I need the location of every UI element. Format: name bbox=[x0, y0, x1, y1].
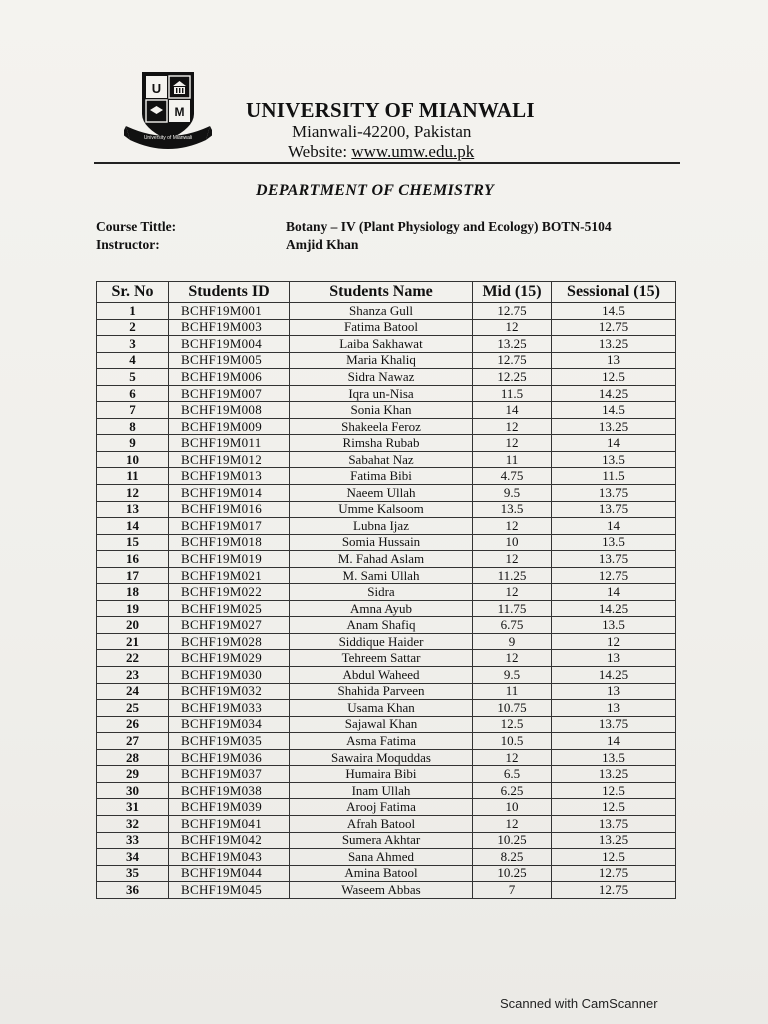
student-id-cell: BCHF19M011 bbox=[169, 435, 290, 452]
student-name-cell: Sidra Nawaz bbox=[290, 369, 473, 386]
sessional-score-cell: 14.25 bbox=[552, 667, 676, 684]
student-name-cell: Amina Batool bbox=[290, 865, 473, 882]
student-id-cell: BCHF19M005 bbox=[169, 352, 290, 369]
sr-no-cell: 15 bbox=[97, 534, 169, 551]
student-id-cell: BCHF19M033 bbox=[169, 700, 290, 717]
student-id-cell: BCHF19M016 bbox=[169, 501, 290, 518]
student-id-cell: BCHF19M038 bbox=[169, 782, 290, 799]
sessional-score-cell: 13.75 bbox=[552, 551, 676, 568]
student-name-cell: Lubna Ijaz bbox=[290, 518, 473, 535]
mid-score-cell: 12 bbox=[473, 749, 552, 766]
sr-no-cell: 30 bbox=[97, 782, 169, 799]
student-id-cell: BCHF19M019 bbox=[169, 551, 290, 568]
header-mid: Mid (15) bbox=[473, 282, 552, 303]
student-id-cell: BCHF19M029 bbox=[169, 650, 290, 667]
mid-score-cell: 11.5 bbox=[473, 385, 552, 402]
mid-score-cell: 12 bbox=[473, 518, 552, 535]
mid-score-cell: 12.5 bbox=[473, 716, 552, 733]
student-name-cell: Fatima Bibi bbox=[290, 468, 473, 485]
student-name-cell: Sumera Akhtar bbox=[290, 832, 473, 849]
mid-score-cell: 12 bbox=[473, 584, 552, 601]
student-id-cell: BCHF19M032 bbox=[169, 683, 290, 700]
student-id-cell: BCHF19M003 bbox=[169, 319, 290, 336]
table-row bbox=[97, 832, 676, 849]
mid-score-cell: 14 bbox=[473, 402, 552, 419]
mid-score-cell: 11 bbox=[473, 451, 552, 468]
student-name-cell: Sonia Khan bbox=[290, 402, 473, 419]
mid-score-cell: 10.75 bbox=[473, 700, 552, 717]
table-row bbox=[97, 749, 676, 766]
mid-score-cell: 12 bbox=[473, 650, 552, 667]
sr-no-cell: 28 bbox=[97, 749, 169, 766]
student-id-cell: BCHF19M037 bbox=[169, 766, 290, 783]
table-row bbox=[97, 683, 676, 700]
sr-no-cell: 1 bbox=[97, 303, 169, 320]
student-name-cell: Humaira Bibi bbox=[290, 766, 473, 783]
student-name-cell: Sawaira Moquddas bbox=[290, 749, 473, 766]
mid-score-cell: 6.75 bbox=[473, 617, 552, 634]
mid-score-cell: 13.25 bbox=[473, 336, 552, 353]
table-row bbox=[97, 418, 676, 435]
mid-score-cell: 12.75 bbox=[473, 352, 552, 369]
table-row bbox=[97, 402, 676, 419]
sr-no-cell: 24 bbox=[97, 683, 169, 700]
sessional-score-cell: 14 bbox=[552, 435, 676, 452]
mid-score-cell: 9.5 bbox=[473, 485, 552, 502]
table-row bbox=[97, 733, 676, 750]
student-id-cell: BCHF19M018 bbox=[169, 534, 290, 551]
sessional-score-cell: 13 bbox=[552, 700, 676, 717]
student-id-cell: BCHF19M004 bbox=[169, 336, 290, 353]
sr-no-cell: 2 bbox=[97, 319, 169, 336]
course-title-label: Course Tittle: bbox=[96, 219, 177, 234]
mid-score-cell: 9 bbox=[473, 633, 552, 650]
sessional-score-cell: 13.75 bbox=[552, 716, 676, 733]
student-name-cell: Siddique Haider bbox=[290, 633, 473, 650]
table-row bbox=[97, 633, 676, 650]
table-row bbox=[97, 485, 676, 502]
sessional-score-cell: 11.5 bbox=[552, 468, 676, 485]
sr-no-cell: 3 bbox=[97, 336, 169, 353]
mid-score-cell: 12.25 bbox=[473, 369, 552, 386]
student-name-cell: M. Fahad Aslam bbox=[290, 551, 473, 568]
sessional-score-cell: 14.25 bbox=[552, 600, 676, 617]
sr-no-cell: 11 bbox=[97, 468, 169, 485]
student-id-cell: BCHF19M012 bbox=[169, 451, 290, 468]
table-row bbox=[97, 468, 676, 485]
student-id-cell: BCHF19M044 bbox=[169, 865, 290, 882]
student-name-cell: Waseem Abbas bbox=[290, 882, 473, 899]
sr-no-cell: 34 bbox=[97, 849, 169, 866]
table-row bbox=[97, 617, 676, 634]
table-row bbox=[97, 551, 676, 568]
table-row bbox=[97, 700, 676, 717]
mid-score-cell: 12 bbox=[473, 418, 552, 435]
student-name-cell: Inam Ullah bbox=[290, 782, 473, 799]
sessional-score-cell: 13 bbox=[552, 352, 676, 369]
logo-letter-m: M bbox=[174, 105, 185, 119]
sessional-score-cell: 13.25 bbox=[552, 418, 676, 435]
mid-score-cell: 9.5 bbox=[473, 667, 552, 684]
sr-no-cell: 5 bbox=[97, 369, 169, 386]
sr-no-cell: 13 bbox=[97, 501, 169, 518]
table-row bbox=[97, 352, 676, 369]
logo-letter-u: U bbox=[151, 81, 162, 96]
table-body bbox=[97, 303, 676, 899]
mid-score-cell: 6.25 bbox=[473, 782, 552, 799]
sr-no-cell: 9 bbox=[97, 435, 169, 452]
student-name-cell: Tehreem Sattar bbox=[290, 650, 473, 667]
student-id-cell: BCHF19M028 bbox=[169, 633, 290, 650]
table-row bbox=[97, 534, 676, 551]
student-name-cell: Amna Ayub bbox=[290, 600, 473, 617]
student-name-cell: Usama Khan bbox=[290, 700, 473, 717]
sr-no-cell: 16 bbox=[97, 551, 169, 568]
table-row bbox=[97, 369, 676, 386]
student-name-cell: Maria Khaliq bbox=[290, 352, 473, 369]
student-name-cell: Fatima Batool bbox=[290, 319, 473, 336]
table-row bbox=[97, 584, 676, 601]
student-name-cell: Arooj Fatima bbox=[290, 799, 473, 816]
sessional-score-cell: 14 bbox=[552, 733, 676, 750]
website-link[interactable]: www.umw.edu.pk bbox=[351, 142, 475, 161]
student-id-cell: BCHF19M021 bbox=[169, 567, 290, 584]
sr-no-cell: 29 bbox=[97, 766, 169, 783]
student-name-cell: Somia Hussain bbox=[290, 534, 473, 551]
student-name-cell: Afrah Batool bbox=[290, 815, 473, 832]
student-id-cell: BCHF19M042 bbox=[169, 832, 290, 849]
student-id-cell: BCHF19M045 bbox=[169, 882, 290, 899]
header-student-name: Students Name bbox=[290, 282, 473, 303]
student-name-cell: Anam Shafiq bbox=[290, 617, 473, 634]
table-row bbox=[97, 849, 676, 866]
student-id-cell: BCHF19M014 bbox=[169, 485, 290, 502]
sessional-score-cell: 14.5 bbox=[552, 402, 676, 419]
sr-no-cell: 19 bbox=[97, 600, 169, 617]
student-id-cell: BCHF19M034 bbox=[169, 716, 290, 733]
sessional-score-cell: 12.5 bbox=[552, 849, 676, 866]
table-row bbox=[97, 667, 676, 684]
mid-score-cell: 7 bbox=[473, 882, 552, 899]
sessional-score-cell: 12.5 bbox=[552, 799, 676, 816]
sessional-score-cell: 12.75 bbox=[552, 882, 676, 899]
results-table bbox=[96, 281, 676, 899]
sr-no-cell: 23 bbox=[97, 667, 169, 684]
student-id-cell: BCHF19M007 bbox=[169, 385, 290, 402]
student-id-cell: BCHF19M022 bbox=[169, 584, 290, 601]
university-address: Mianwali-42200, Pakistan bbox=[292, 122, 472, 141]
student-id-cell: BCHF19M006 bbox=[169, 369, 290, 386]
table-row bbox=[97, 303, 676, 320]
table-row bbox=[97, 385, 676, 402]
table-row bbox=[97, 336, 676, 353]
sessional-score-cell: 13.25 bbox=[552, 832, 676, 849]
sr-no-cell: 33 bbox=[97, 832, 169, 849]
student-name-cell: Rimsha Rubab bbox=[290, 435, 473, 452]
sr-no-cell: 12 bbox=[97, 485, 169, 502]
sessional-score-cell: 13.25 bbox=[552, 766, 676, 783]
sessional-score-cell: 13.5 bbox=[552, 534, 676, 551]
student-id-cell: BCHF19M008 bbox=[169, 402, 290, 419]
mid-score-cell: 10 bbox=[473, 799, 552, 816]
sessional-score-cell: 13.5 bbox=[552, 749, 676, 766]
sr-no-cell: 21 bbox=[97, 633, 169, 650]
table-row bbox=[97, 782, 676, 799]
table-row bbox=[97, 799, 676, 816]
header-divider bbox=[94, 162, 680, 164]
header-sr-no: Sr. No bbox=[97, 282, 169, 303]
student-id-cell: BCHF19M025 bbox=[169, 600, 290, 617]
sr-no-cell: 22 bbox=[97, 650, 169, 667]
student-id-cell: BCHF19M001 bbox=[169, 303, 290, 320]
university-website bbox=[288, 142, 474, 162]
table-row bbox=[97, 650, 676, 667]
sr-no-cell: 26 bbox=[97, 716, 169, 733]
instructor-label: Instructor: bbox=[96, 237, 160, 252]
sr-no-cell: 14 bbox=[97, 518, 169, 535]
student-name-cell: Sabahat Naz bbox=[290, 451, 473, 468]
student-name-cell: Abdul Waheed bbox=[290, 667, 473, 684]
university-logo bbox=[124, 70, 212, 152]
table-row bbox=[97, 865, 676, 882]
student-id-cell: BCHF19M030 bbox=[169, 667, 290, 684]
mid-score-cell: 12 bbox=[473, 815, 552, 832]
mid-score-cell: 4.75 bbox=[473, 468, 552, 485]
student-name-cell: Shahida Parveen bbox=[290, 683, 473, 700]
mid-score-cell: 12 bbox=[473, 435, 552, 452]
mid-score-cell: 6.5 bbox=[473, 766, 552, 783]
department-title: DEPARTMENT OF CHEMISTRY bbox=[256, 182, 495, 199]
sessional-score-cell: 12.5 bbox=[552, 782, 676, 799]
table-row bbox=[97, 716, 676, 733]
student-id-cell: BCHF19M013 bbox=[169, 468, 290, 485]
sr-no-cell: 7 bbox=[97, 402, 169, 419]
sr-no-cell: 17 bbox=[97, 567, 169, 584]
sessional-score-cell: 14.5 bbox=[552, 303, 676, 320]
header-student-id: Students ID bbox=[169, 282, 290, 303]
logo-banner-text: University of Mianwali bbox=[143, 135, 193, 141]
sr-no-cell: 35 bbox=[97, 865, 169, 882]
table-row bbox=[97, 600, 676, 617]
mid-score-cell: 11.75 bbox=[473, 600, 552, 617]
sr-no-cell: 31 bbox=[97, 799, 169, 816]
student-id-cell: BCHF19M041 bbox=[169, 815, 290, 832]
student-id-cell: BCHF19M027 bbox=[169, 617, 290, 634]
student-name-cell: Asma Fatima bbox=[290, 733, 473, 750]
mid-score-cell: 11.25 bbox=[473, 567, 552, 584]
mid-score-cell: 8.25 bbox=[473, 849, 552, 866]
sessional-score-cell: 13.25 bbox=[552, 336, 676, 353]
mid-score-cell: 10 bbox=[473, 534, 552, 551]
mid-score-cell: 13.5 bbox=[473, 501, 552, 518]
sessional-score-cell: 12.75 bbox=[552, 865, 676, 882]
table-row bbox=[97, 518, 676, 535]
table-row bbox=[97, 319, 676, 336]
header-sessional: Sessional (15) bbox=[552, 282, 676, 303]
sr-no-cell: 4 bbox=[97, 352, 169, 369]
sessional-score-cell: 13.75 bbox=[552, 485, 676, 502]
mid-score-cell: 12 bbox=[473, 319, 552, 336]
sessional-score-cell: 12.75 bbox=[552, 567, 676, 584]
sr-no-cell: 20 bbox=[97, 617, 169, 634]
sr-no-cell: 10 bbox=[97, 451, 169, 468]
mid-score-cell: 12 bbox=[473, 551, 552, 568]
sr-no-cell: 8 bbox=[97, 418, 169, 435]
table-row bbox=[97, 501, 676, 518]
student-name-cell: Sajawal Khan bbox=[290, 716, 473, 733]
student-name-cell: Sana Ahmed bbox=[290, 849, 473, 866]
sr-no-cell: 18 bbox=[97, 584, 169, 601]
table-row bbox=[97, 451, 676, 468]
mid-score-cell: 12.75 bbox=[473, 303, 552, 320]
student-id-cell: BCHF19M036 bbox=[169, 749, 290, 766]
sr-no-cell: 6 bbox=[97, 385, 169, 402]
university-name: UNIVERSITY OF MIANWALI bbox=[246, 98, 535, 122]
sessional-score-cell: 14 bbox=[552, 584, 676, 601]
mid-score-cell: 10.25 bbox=[473, 865, 552, 882]
sessional-score-cell: 12.5 bbox=[552, 369, 676, 386]
table-row bbox=[97, 435, 676, 452]
student-id-cell: BCHF19M017 bbox=[169, 518, 290, 535]
student-id-cell: BCHF19M039 bbox=[169, 799, 290, 816]
scanner-watermark: Scanned with CamScanner bbox=[500, 996, 658, 1011]
sessional-score-cell: 12 bbox=[552, 633, 676, 650]
student-id-cell: BCHF19M035 bbox=[169, 733, 290, 750]
table-row bbox=[97, 815, 676, 832]
sessional-score-cell: 13.5 bbox=[552, 451, 676, 468]
sessional-score-cell: 12.75 bbox=[552, 319, 676, 336]
table-row bbox=[97, 567, 676, 584]
sr-no-cell: 32 bbox=[97, 815, 169, 832]
course-title-value: Botany – IV (Plant Physiology and Ecology) BOTN-5104 bbox=[286, 219, 612, 234]
student-name-cell: M. Sami Ullah bbox=[290, 567, 473, 584]
student-name-cell: Umme Kalsoom bbox=[290, 501, 473, 518]
student-name-cell: Sidra bbox=[290, 584, 473, 601]
student-name-cell: Laiba Sakhawat bbox=[290, 336, 473, 353]
mid-score-cell: 10.25 bbox=[473, 832, 552, 849]
student-name-cell: Shanza Gull bbox=[290, 303, 473, 320]
table-row bbox=[97, 766, 676, 783]
sessional-score-cell: 13.75 bbox=[552, 815, 676, 832]
sessional-score-cell: 14.25 bbox=[552, 385, 676, 402]
table-row bbox=[97, 882, 676, 899]
website-label: Website: bbox=[288, 142, 348, 161]
sessional-score-cell: 13 bbox=[552, 650, 676, 667]
sr-no-cell: 27 bbox=[97, 733, 169, 750]
sr-no-cell: 25 bbox=[97, 700, 169, 717]
sr-no-cell: 36 bbox=[97, 882, 169, 899]
mid-score-cell: 10.5 bbox=[473, 733, 552, 750]
table-header-row bbox=[97, 282, 676, 303]
student-id-cell: BCHF19M043 bbox=[169, 849, 290, 866]
sessional-score-cell: 14 bbox=[552, 518, 676, 535]
mid-score-cell: 11 bbox=[473, 683, 552, 700]
student-id-cell: BCHF19M009 bbox=[169, 418, 290, 435]
student-name-cell: Naeem Ullah bbox=[290, 485, 473, 502]
sessional-score-cell: 13.5 bbox=[552, 617, 676, 634]
sessional-score-cell: 13 bbox=[552, 683, 676, 700]
student-name-cell: Shakeela Feroz bbox=[290, 418, 473, 435]
instructor-value: Amjid Khan bbox=[286, 237, 359, 252]
sessional-score-cell: 13.75 bbox=[552, 501, 676, 518]
student-name-cell: Iqra un-Nisa bbox=[290, 385, 473, 402]
